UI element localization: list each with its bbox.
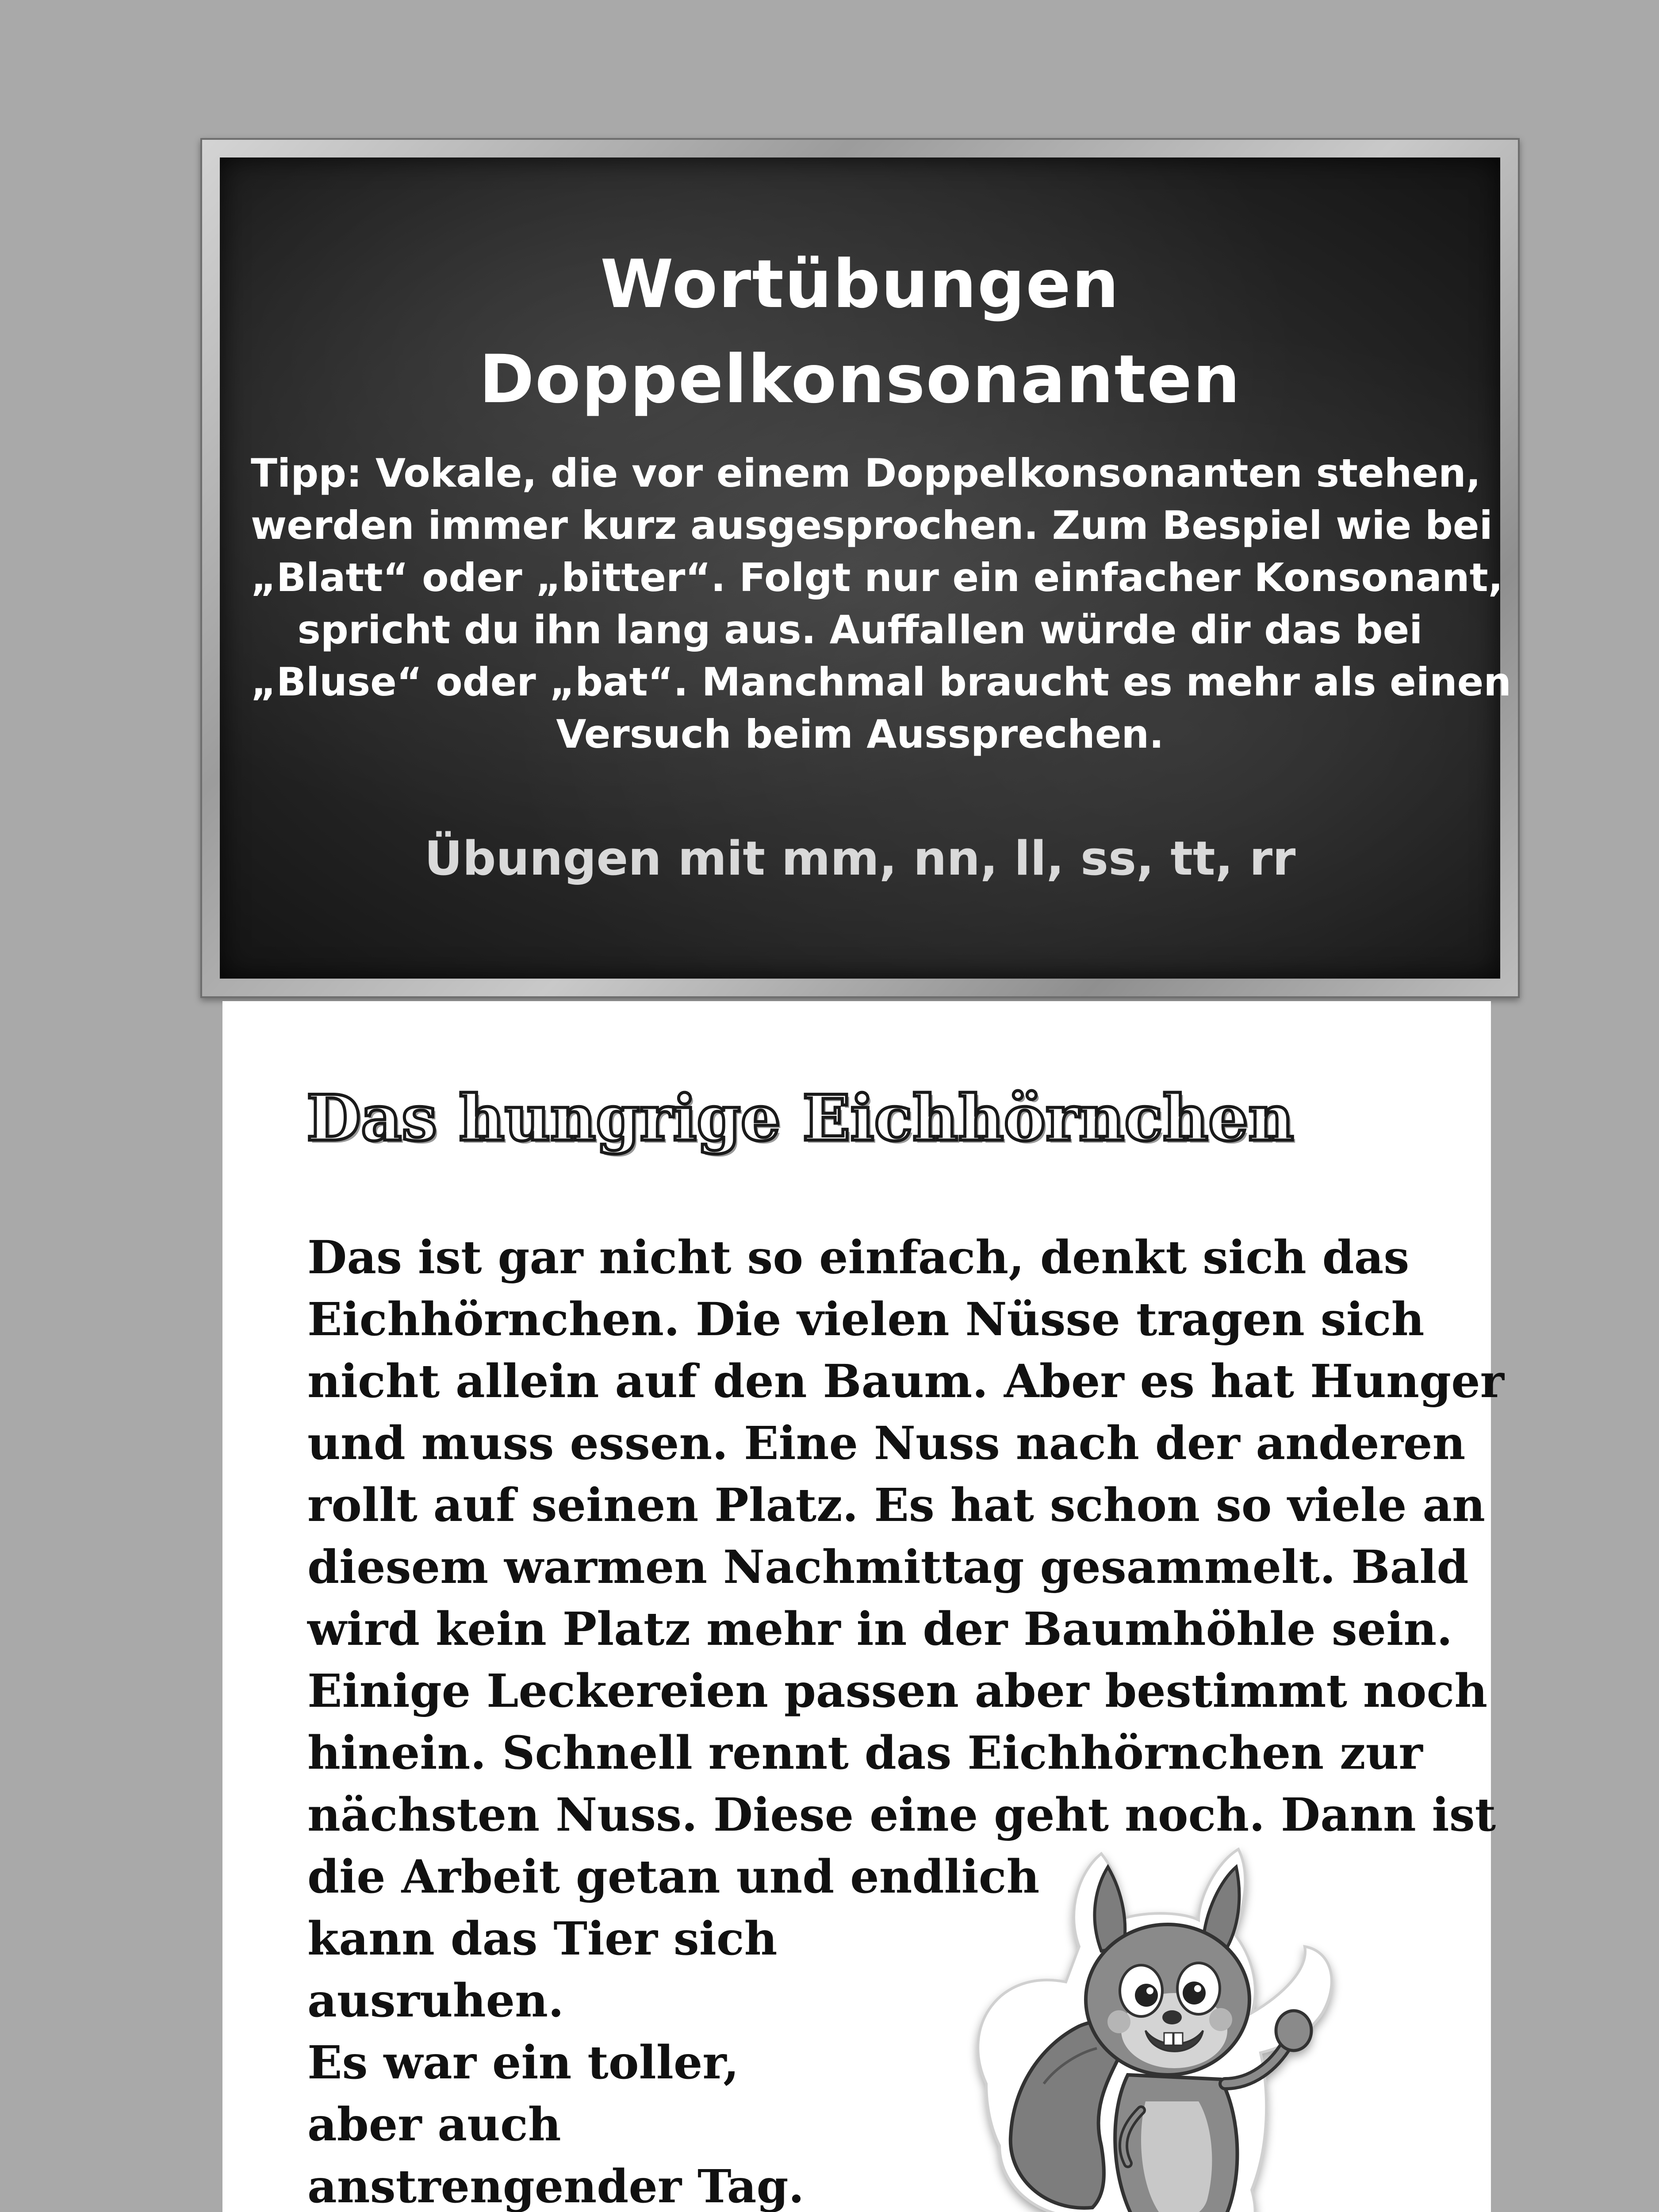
exercise-subtitle: Übungen mit mm, nn, ll, ss, tt, rr	[424, 831, 1296, 886]
chalkboard	[220, 157, 1511, 979]
tip-text	[251, 447, 1511, 760]
tip-line: Tipp: Vokale, die vor einem Doppelkonsonanten stehen,	[251, 450, 1481, 496]
squirrel-icon	[933, 1836, 1358, 2212]
story-line: und muss essen. Eine Nuss nach der anderen	[307, 1417, 1466, 1470]
story-line: die Arbeit getan und endlich	[307, 1850, 1040, 1904]
story-line: Eichhörnchen. Die vielen Nüsse tragen sich	[307, 1293, 1425, 1346]
story-line: aber auch	[307, 2098, 561, 2151]
worksheet-title	[220, 237, 1500, 427]
tip-line: werden immer kurz ausgesprochen. Zum Bespiel wie bei	[251, 503, 1493, 548]
worksheet-title-line: Doppelkonsonanten	[479, 341, 1241, 418]
worksheet-title-line: Wortübungen	[600, 246, 1120, 323]
story-line: Es war ein toller,	[307, 2036, 739, 2089]
tip-line: „Bluse“ oder „bat“. Manchmal braucht es mehr als einen	[251, 659, 1511, 705]
story-line: anstrengender Tag.	[307, 2160, 805, 2212]
tip-line: Versuch beim Aussprechen.	[556, 711, 1164, 757]
story-line: nicht allein auf den Baum. Aber es hat Hunger	[307, 1355, 1504, 1408]
story-line: rollt auf seinen Platz. Es hat schon so viele an	[307, 1479, 1486, 1532]
chalkboard-frame	[200, 138, 1520, 998]
story-line: wird kein Platz mehr in der Baumhöhle sein.	[307, 1602, 1453, 1656]
story-line: hinein. Schnell rennt das Eichhörnchen zur	[307, 1726, 1423, 1780]
story-line: nächsten Nuss. Diese eine geht noch. Dann ist	[307, 1788, 1496, 1842]
story-line: kann das Tier sich	[307, 1912, 778, 1966]
story-title: Das hungrige Eichhörnchen	[307, 1082, 1294, 1155]
story-line: Einige Leckereien passen aber bestimmt noch	[307, 1664, 1488, 1718]
tip-line: spricht du ihn lang aus. Auffallen würde dir das bei	[297, 607, 1423, 653]
story-line: diesem warmen Nachmittag gesammelt. Bald	[307, 1540, 1469, 1594]
story-line: ausruhen.	[307, 1974, 564, 2028]
story-line: Das ist gar nicht so einfach, denkt sich das	[307, 1231, 1410, 1284]
tip-line: „Blatt“ oder „bitter“. Folgt nur ein einfacher Konsonant,	[251, 555, 1503, 600]
